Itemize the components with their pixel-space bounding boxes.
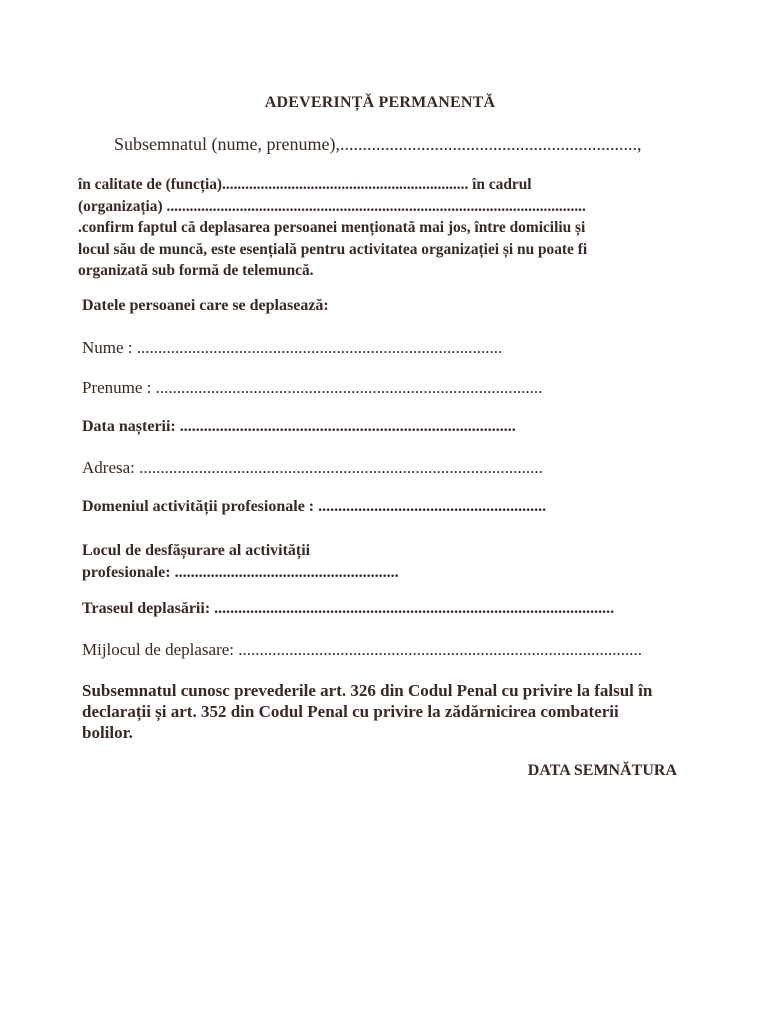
paragraph-line: (organizația) ............................................................................................................. bbox=[78, 197, 586, 215]
paragraph-line: organizată sub formă de telemuncă. bbox=[78, 262, 314, 279]
field-traseul-deplasarii: Traseul deplasării: .................................................................................................... bbox=[82, 600, 615, 617]
confirmation-paragraph bbox=[78, 174, 678, 282]
person-data-heading: Datele persoanei care se deplasează: bbox=[82, 297, 329, 314]
field-locul-desfasurare bbox=[82, 540, 399, 584]
field-locul-line2: profesionale: ........................................................ bbox=[82, 564, 399, 581]
subsemnatul-line: Subsemnatul (nume, prenume),.................................................................., bbox=[114, 134, 642, 154]
declaration-line: declarații și art. 352 din Codul Penal cu privire la zădărnicirea combaterii bbox=[82, 702, 619, 721]
field-adresa: Adresa: ............................................................................................... bbox=[82, 458, 543, 477]
paragraph-line: .confirm faptul că deplasarea persoanei menționată mai jos, între domiciliu și bbox=[78, 219, 586, 236]
field-nume: Nume : ...................................................................................... bbox=[82, 338, 503, 357]
field-mijlocul-deplasare: Mijlocul de deplasare: ............................................................................................... bbox=[82, 640, 643, 659]
field-domeniul-activitatii: Domeniul activității profesionale : ......................................................... bbox=[82, 498, 547, 515]
paragraph-line: în calitate de (funcția)................................................................ în cadrul bbox=[78, 176, 532, 193]
field-data-nasterii: Data nașterii: .................................................................................... bbox=[82, 418, 516, 435]
paragraph-line: locul său de muncă, este esențială pentru activitatea organizației și nu poate fi bbox=[78, 240, 588, 258]
date-signature-label: DATA SEMNĂTURA bbox=[527, 762, 677, 779]
declaration-line: Subsemnatul cunosc prevederile art. 326 din Codul Penal cu privire la falsul în bbox=[82, 681, 653, 700]
document-title: ADEVERINȚĂ PERMANENTĂ bbox=[264, 94, 496, 111]
declaration-line: bolilor. bbox=[82, 723, 133, 742]
declaration-paragraph bbox=[82, 680, 702, 743]
field-locul-line1: Locul de desfășurare al activității bbox=[82, 542, 311, 559]
field-prenume: Prenume : ........................................................................................... bbox=[82, 378, 543, 397]
